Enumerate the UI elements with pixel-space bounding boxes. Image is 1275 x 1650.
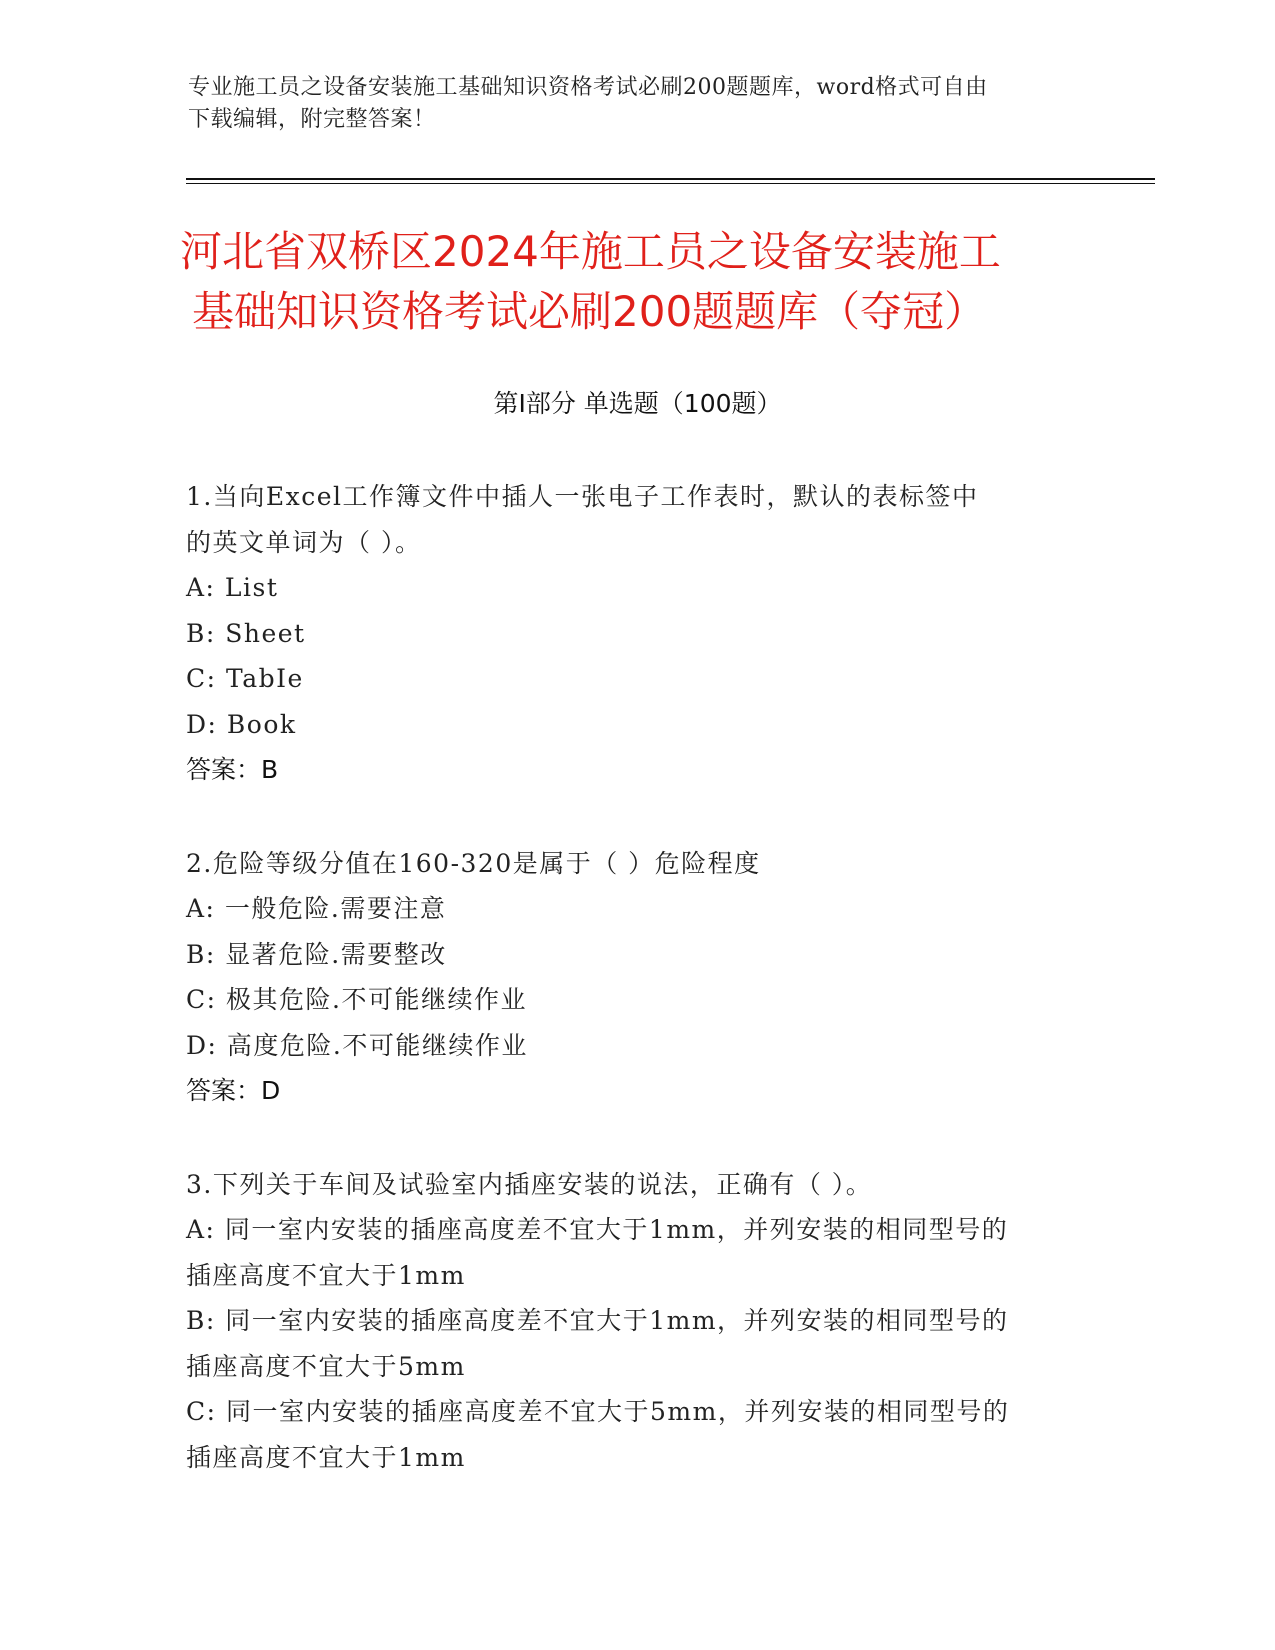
option-a: A: 一般危险.需要注意 <box>186 894 447 923</box>
option-c: C: 同一室内安装的插座高度差不宜大于5mm，并列安装的相同型号的 <box>186 1397 1010 1426</box>
option-b: B: 同一室内安装的插座高度差不宜大于1mm，并列安装的相同型号的 <box>186 1306 1009 1335</box>
question-2 <box>186 841 1086 1114</box>
option-b: B: 显著危险.需要整改 <box>186 939 447 969</box>
option-a: A: List <box>186 573 279 602</box>
header-note-line: 专业施工员之设备安装施工基础知识资格考试必刷200题题库，word格式可自由 <box>188 75 988 100</box>
option-a: A: 同一室内安装的插座高度差不宜大于1mm，并列安装的相同型号的 <box>186 1215 1009 1244</box>
question-text: 的英文单词为（ ）。 <box>186 527 422 557</box>
option-b: B: Sheet <box>186 618 306 648</box>
option-c: C: TabIe <box>186 664 304 693</box>
title-line: 河北省双桥区2024年施工员之设备安装施工 <box>180 227 1001 276</box>
question-list <box>186 474 1086 1528</box>
document-title <box>180 222 1100 342</box>
question-text: 2.危险等级分值在160-320是属于（ ）危险程度 <box>186 848 761 878</box>
question-text: 1.当向Excel工作簿文件中插人一张电子工作表时，默认的表标签中 <box>186 482 979 511</box>
option-c: C: 极其危险.不可能继续作业 <box>186 985 527 1014</box>
option-d: D: Book <box>186 709 297 739</box>
answer: 答案：B <box>186 755 279 784</box>
header-note <box>188 72 1088 136</box>
option-a-continued: 插座高度不宜大于1mm <box>186 1260 466 1290</box>
title-line: 基础知识资格考试必刷200题题库（夺冠） <box>192 287 987 336</box>
question-3 <box>186 1162 1086 1481</box>
option-b-continued: 插座高度不宜大于5mm <box>186 1351 466 1381</box>
header-rule-thin <box>186 183 1155 184</box>
question-1 <box>186 474 1086 793</box>
answer: 答案：D <box>186 1076 281 1105</box>
question-text: 3.下列关于车间及试验室内插座安装的说法，正确有（ ）。 <box>186 1169 873 1199</box>
section-heading: 第Ⅰ部分 单选题（100题） <box>493 389 782 418</box>
header-note-line: 下载编辑，附完整答案！ <box>188 107 436 132</box>
option-c-continued: 插座高度不宜大于1mm <box>186 1442 466 1472</box>
header-rule-thick <box>186 178 1155 180</box>
option-d: D: 高度危险.不可能继续作业 <box>186 1030 528 1060</box>
